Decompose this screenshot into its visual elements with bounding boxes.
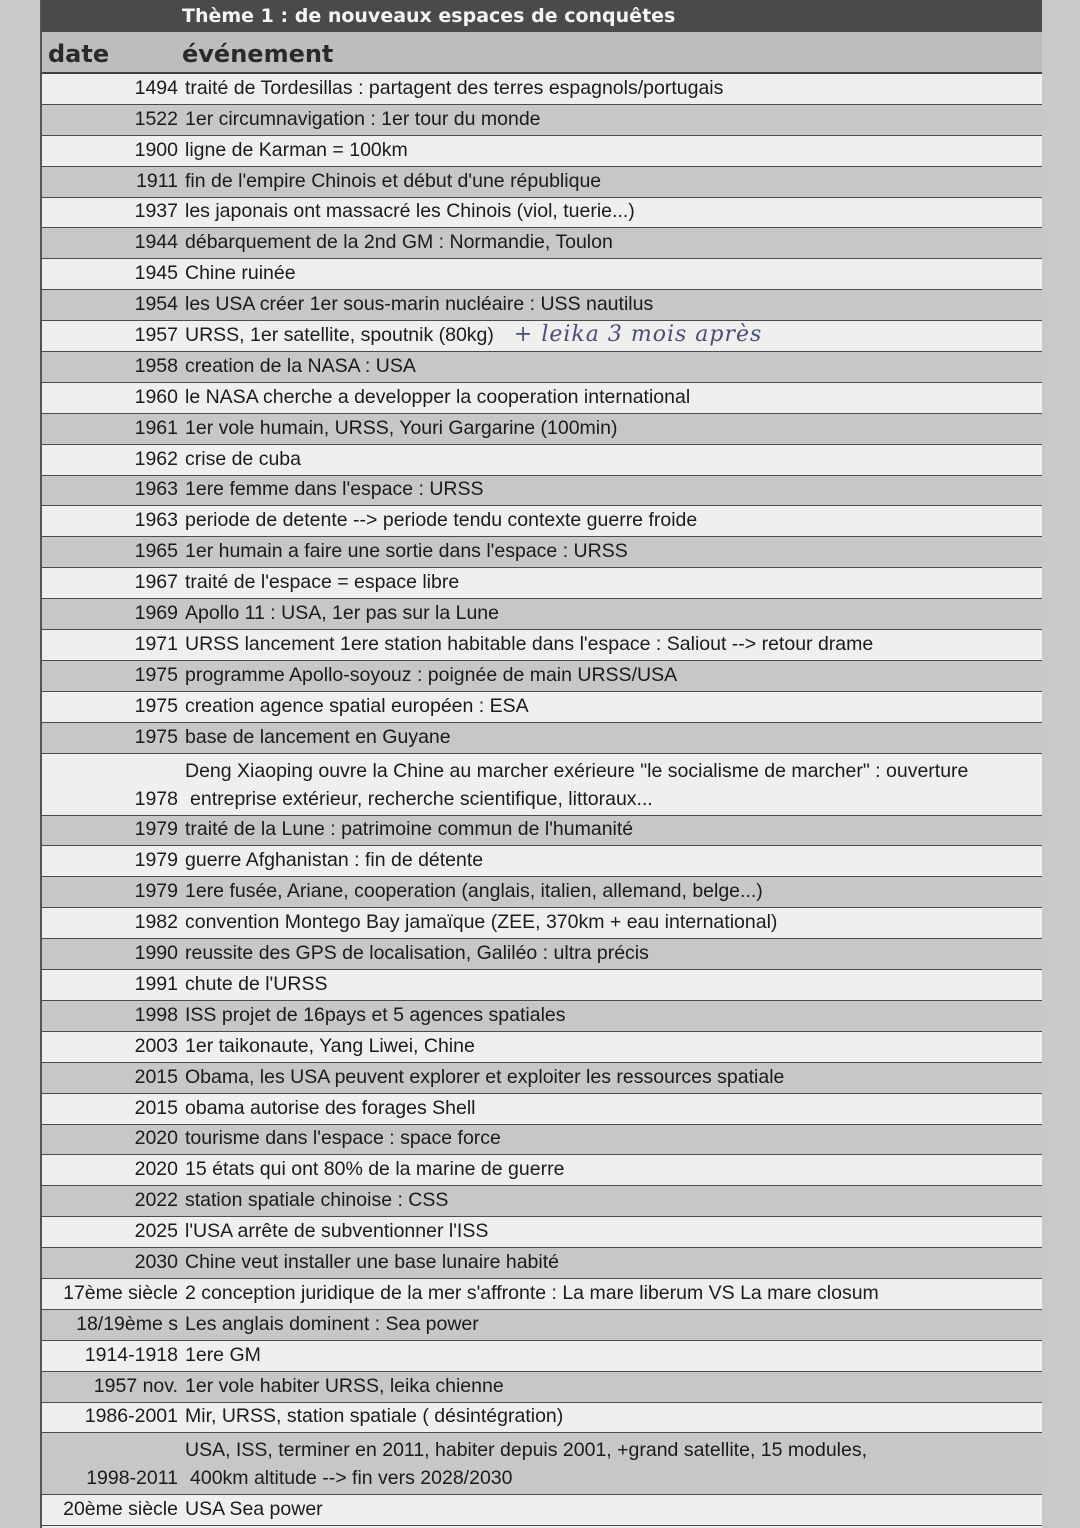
row-event xyxy=(185,448,301,471)
table-row xyxy=(42,1372,1042,1403)
row-event xyxy=(185,664,677,687)
table-row xyxy=(42,228,1042,259)
row-event-continued: 400km altitude --> fin vers 2028/2030 xyxy=(190,1467,513,1490)
row-date: 1967 xyxy=(134,571,178,594)
row-event xyxy=(185,1158,564,1181)
row-event xyxy=(185,880,763,903)
table-row xyxy=(42,136,1042,167)
row-event-text: USA Sea power xyxy=(185,1498,323,1521)
row-date: 20ème siècle xyxy=(63,1498,178,1521)
table-row xyxy=(42,198,1042,229)
row-event-text: 2 conception juridique de la mer s'affronte : La mare liberum VS La mare closum xyxy=(185,1281,879,1304)
row-event-text: traité de l'espace = espace libre xyxy=(185,571,460,594)
row-event xyxy=(185,726,451,749)
row-date: 2025 xyxy=(134,1220,178,1243)
row-date: 2020 xyxy=(134,1127,178,1150)
row-date: 1982 xyxy=(134,911,178,934)
row-event xyxy=(185,942,649,965)
row-event xyxy=(185,108,541,131)
table-row xyxy=(42,1248,1042,1279)
row-event-text: Apollo 11 : USA, 1er pas sur la Lune xyxy=(185,602,499,625)
row-date: 1998-2011 xyxy=(86,1467,178,1490)
row-event-text: débarquement de la 2nd GM : Normandie, Toulon xyxy=(185,231,613,254)
row-event xyxy=(185,1282,879,1305)
table-row xyxy=(42,1186,1042,1217)
row-event-text: les USA créer 1er sous-marin nucléaire : USS nautilus xyxy=(185,293,654,316)
row-event xyxy=(185,973,327,996)
row-date: 1914-1918 xyxy=(84,1343,178,1366)
row-event-text: 1er vole humain, URSS, Youri Gargarine (100min) xyxy=(185,416,618,439)
row-event-text: traité de la Lune : patrimoine commun de l'humanité xyxy=(185,818,634,841)
row-event-text: traité de Tordesillas : partagent des terres espagnols/portugais xyxy=(185,76,724,99)
row-event-text: obama autorise des forages Shell xyxy=(185,1096,476,1119)
table-row xyxy=(42,1032,1042,1063)
row-event xyxy=(185,849,483,872)
row-event xyxy=(185,77,723,100)
row-event-text: ligne de Karman = 100km xyxy=(185,138,408,161)
row-event-text: base de lancement en Guyane xyxy=(185,725,451,748)
row-event xyxy=(185,1097,476,1120)
row-event-text: 1er vole habiter URSS, leika chienne xyxy=(185,1374,504,1397)
row-event xyxy=(185,1189,448,1212)
row-date: 1954 xyxy=(134,293,178,316)
row-date: 1965 xyxy=(134,540,178,563)
table-row xyxy=(42,352,1042,383)
row-event xyxy=(185,1344,261,1367)
row-event-text: chute de l'URSS xyxy=(185,972,328,995)
row-event xyxy=(185,386,690,409)
table-row xyxy=(42,877,1042,908)
row-event-text: l'USA arrête de subventionner l'ISS xyxy=(185,1220,489,1243)
row-event-text: crise de cuba xyxy=(185,447,301,470)
row-date: 1969 xyxy=(134,602,178,625)
row-event-text: 1ere femme dans l'espace : URSS xyxy=(185,478,484,501)
row-date: 17ème siècle xyxy=(63,1281,178,1304)
table-row xyxy=(42,630,1042,661)
row-event-text: les japonais ont massacré les Chinois (viol, tuerie...) xyxy=(185,200,635,223)
row-date: 1979 xyxy=(134,849,178,872)
table-row xyxy=(42,723,1042,754)
row-event xyxy=(185,633,873,656)
table-row xyxy=(42,476,1042,507)
row-event-text: creation de la NASA : USA xyxy=(185,354,416,377)
row-date: 1957 xyxy=(134,324,178,347)
row-event-text: periode de detente --> periode tendu contexte guerre froide xyxy=(185,509,698,532)
row-event-text: fin de l'empire Chinois et début d'une république xyxy=(185,169,602,192)
row-event xyxy=(185,231,613,254)
table-row xyxy=(42,692,1042,723)
row-event-text: convention Montego Bay jamaïque (ZEE, 370km + eau international) xyxy=(185,911,778,934)
timeline-table xyxy=(42,74,1042,1526)
row-date: 1978 xyxy=(134,787,178,810)
row-event-text: Chine ruinée xyxy=(185,262,296,285)
row-event xyxy=(185,1498,323,1521)
table-row xyxy=(42,1279,1042,1310)
row-event xyxy=(185,170,601,193)
row-event xyxy=(185,200,635,223)
table-row xyxy=(42,568,1042,599)
row-event xyxy=(185,1220,488,1243)
row-event-text: Mir, URSS, station spatiale ( désintégration) xyxy=(185,1405,564,1428)
table-row xyxy=(42,846,1042,877)
row-date: 1975 xyxy=(134,694,178,717)
row-event xyxy=(185,509,697,532)
table-row xyxy=(42,1433,1042,1495)
row-event-text: tourisme dans l'espace : space force xyxy=(185,1127,501,1150)
table-row xyxy=(42,445,1042,476)
row-date: 1962 xyxy=(134,447,178,470)
table-row xyxy=(42,383,1042,414)
row-event-text: Chine veut installer une base lunaire habité xyxy=(185,1250,559,1273)
row-event-text: ISS projet de 16pays et 5 agences spatiales xyxy=(185,1003,566,1026)
row-event xyxy=(185,1066,784,1089)
table-row xyxy=(42,939,1042,970)
row-date: 1998 xyxy=(134,1003,178,1026)
table-row xyxy=(42,661,1042,692)
row-date: 1900 xyxy=(134,138,178,161)
row-date: 18/19ème s xyxy=(76,1312,178,1335)
row-date: 2015 xyxy=(134,1065,178,1088)
row-event-text: le NASA cherche a developper la cooperation international xyxy=(185,385,691,408)
row-event-text: reussite des GPS de localisation, Galiléo : ultra précis xyxy=(185,942,649,965)
row-event xyxy=(185,417,617,440)
row-event xyxy=(185,1313,479,1336)
table-row xyxy=(42,105,1042,136)
row-event xyxy=(185,478,484,501)
row-event-text: 15 états qui ont 80% de la marine de guerre xyxy=(185,1158,565,1181)
table-row xyxy=(42,1403,1042,1434)
table-row xyxy=(42,1063,1042,1094)
row-date: 1975 xyxy=(134,725,178,748)
row-event-text: 1er circumnavigation : 1er tour du monde xyxy=(185,107,541,130)
row-event-text: station spatiale chinoise : CSS xyxy=(185,1189,449,1212)
row-date: 1979 xyxy=(134,818,178,841)
table-row xyxy=(42,754,1042,816)
row-event xyxy=(185,695,529,718)
row-event-text: 1ere fusée, Ariane, cooperation (anglais, italien, allemand, belge...) xyxy=(185,880,763,903)
row-event xyxy=(185,262,296,285)
header-date: date xyxy=(48,40,110,68)
table-row xyxy=(42,908,1042,939)
row-event xyxy=(185,355,416,378)
table-row xyxy=(42,1341,1042,1372)
table-row xyxy=(42,1001,1042,1032)
table-row xyxy=(42,290,1042,321)
row-event xyxy=(185,571,459,594)
row-event-text: URSS, 1er satellite, spoutnik (80kg) xyxy=(185,324,494,347)
row-event-text: 1er taikonaute, Yang Liwei, Chine xyxy=(185,1034,475,1057)
row-event xyxy=(185,322,762,347)
row-date: 1944 xyxy=(134,231,178,254)
row-date: 1937 xyxy=(134,200,178,223)
table-row xyxy=(42,1495,1042,1526)
row-event-text: Les anglais dominent : Sea power xyxy=(185,1312,479,1335)
row-date: 1971 xyxy=(134,632,178,655)
table-row xyxy=(42,1217,1042,1248)
row-date: 1963 xyxy=(134,478,178,501)
row-event-text: programme Apollo-soyouz : poignée de main URSS/USA xyxy=(185,663,678,686)
row-event-text: 1ere GM xyxy=(185,1343,261,1366)
row-event-text: 1er humain a faire une sortie dans l'espace : URSS xyxy=(185,540,628,563)
row-event-text: creation agence spatial européen : ESA xyxy=(185,694,529,717)
table-row xyxy=(42,599,1042,630)
row-event xyxy=(185,1004,566,1027)
table-row xyxy=(42,74,1042,105)
row-event xyxy=(185,1251,559,1274)
row-date: 1986-2001 xyxy=(84,1405,178,1428)
table-row xyxy=(42,1125,1042,1156)
row-event xyxy=(185,818,633,841)
row-event xyxy=(185,540,628,563)
table-row xyxy=(42,1155,1042,1186)
table-row xyxy=(42,970,1042,1001)
handwritten-note: + leika 3 mois après xyxy=(513,322,763,348)
row-event: USA, ISS, terminer en 2011, habiter depuis 2001, +grand satellite, 15 modules, xyxy=(185,1439,868,1462)
row-event xyxy=(185,1405,563,1428)
row-date: 1958 xyxy=(134,354,178,377)
row-event xyxy=(185,602,499,625)
table-row xyxy=(42,259,1042,290)
table-row xyxy=(42,537,1042,568)
table-row xyxy=(42,321,1042,352)
row-date: 2015 xyxy=(134,1096,178,1119)
timeline-sheet xyxy=(40,0,1042,1528)
row-date: 1945 xyxy=(134,262,178,285)
page-title: Thème 1 : de nouveaux espaces de conquêtes xyxy=(42,0,1042,32)
row-date: 1963 xyxy=(134,509,178,532)
row-event xyxy=(185,293,653,316)
row-date: 1961 xyxy=(134,416,178,439)
row-event xyxy=(185,911,777,934)
row-date: 2022 xyxy=(134,1189,178,1212)
header-event: événement xyxy=(182,40,334,68)
row-date: 1990 xyxy=(134,942,178,965)
row-event xyxy=(185,139,408,162)
row-date: 1975 xyxy=(134,663,178,686)
row-date: 1979 xyxy=(134,880,178,903)
row-date: 1960 xyxy=(134,385,178,408)
row-date: 1911 xyxy=(136,169,178,192)
row-event xyxy=(185,1127,501,1150)
row-date: 2003 xyxy=(134,1034,178,1057)
table-row xyxy=(42,506,1042,537)
table-row xyxy=(42,167,1042,198)
row-event-text: guerre Afghanistan : fin de détente xyxy=(185,849,484,872)
row-event: Deng Xiaoping ouvre la Chine au marcher exérieure "le socialisme de marcher" : ouverture xyxy=(185,759,969,782)
table-row xyxy=(42,816,1042,847)
row-date: 1522 xyxy=(134,107,178,130)
row-event-continued: entreprise extérieur, recherche scientifique, littoraux... xyxy=(190,787,653,810)
row-date: 2030 xyxy=(134,1250,178,1273)
table-row xyxy=(42,1094,1042,1125)
table-header xyxy=(42,32,1042,74)
row-event-text: Obama, les USA peuvent explorer et exploiter les ressources spatiale xyxy=(185,1065,785,1088)
row-date: 1957 nov. xyxy=(93,1374,178,1397)
row-date: 1494 xyxy=(134,76,178,99)
row-event xyxy=(185,1375,504,1398)
table-row xyxy=(42,414,1042,445)
table-row xyxy=(42,1310,1042,1341)
row-event xyxy=(185,1035,475,1058)
row-date: 1991 xyxy=(134,972,178,995)
row-date: 2020 xyxy=(134,1158,178,1181)
row-event-text: URSS lancement 1ere station habitable dans l'espace : Saliout --> retour drame xyxy=(185,632,874,655)
